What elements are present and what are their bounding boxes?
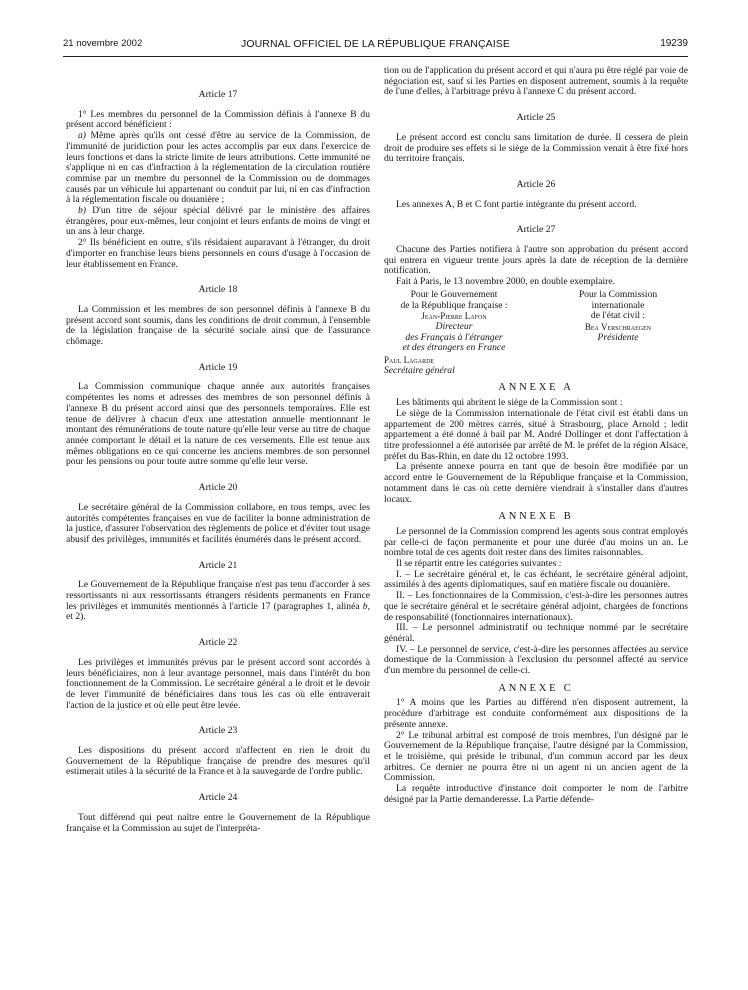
sig-right-name: Bea Verschraegen	[584, 321, 652, 332]
annexe-c-para-3: La requête introductive d'instance doit comporter le nom de l'arbitre désigné par la Partie demanderesse. La Partie défende-	[384, 783, 688, 805]
article-21-title: Article 21	[198, 559, 238, 571]
article-17-title: Article 17	[198, 89, 238, 100]
sig-left-role-3: et des étrangers en France	[402, 342, 506, 354]
article-17-a-label: a)	[78, 130, 86, 142]
signature-government	[384, 290, 524, 354]
sig-secretary-role: Secrétaire général	[384, 364, 455, 376]
annexe-c-title: ANNEXE C	[498, 682, 574, 694]
article-21-alinea-b: b	[362, 600, 368, 612]
sig-left-name: Jean-Pierre Lafon	[421, 311, 487, 322]
sig-right-line-1: Pour la Commission	[578, 288, 658, 300]
sig-left-line-1: Pour le Gouvernement	[410, 288, 498, 300]
signature-block	[384, 290, 688, 354]
article-18-title: Article 18	[198, 284, 238, 296]
annexe-b-para-5: III. – Le personnel administratif ou technique nommé par le secrétaire général.	[384, 622, 688, 644]
article-23-title: Article 23	[198, 725, 238, 737]
article-27-title: Article 27	[516, 224, 556, 236]
article-23-para: Les dispositions du présent accord n'affectent en rien le droit du Gouvernement de la République française de prendre des mesures qu'il estimerait utiles à la sécurité de la France et à la sauvegarde de l'ordre public.	[66, 745, 370, 778]
article-17-para-b	[66, 206, 370, 238]
annexe-b-para-4: II. – Les fonctionnaires de la Commission, c'est-à-dire les personnes autres que le secrétaire général et le secrétaire général adjoint, chargées de fonctions de responsabilité (fonctionnaires internationaux).	[384, 590, 688, 623]
sig-right-role: Présidente	[597, 331, 639, 343]
article-17-b-text: D'un titre de séjour spécial délivré par le ministère des affaires étrangères, pour eux-mêmes, leur conjoint et leurs enfants de moins de vingt et un ans à leur charge.	[66, 205, 370, 238]
signature-secretary	[384, 355, 688, 376]
annexe-b-para-3: I. – Le secrétaire général et, le cas échéant, le secrétaire général adjoint, assimilés à des agents diplomatiques, sauf en matière fiscale ou douanière.	[384, 568, 688, 591]
article-26-para: Les annexes A, B et C font partie intégrante du présent accord.	[396, 198, 637, 210]
article-22-title: Article 22	[198, 637, 238, 649]
annexe-a-title: ANNEXE A	[498, 382, 574, 394]
annexe-b-para-6: IV. – Le personnel de service, c'est-à-dire les personnes affectées au service domestique de la Commission à l'exclusion du personnel affecté au service d'un membre du personnel de celle-ci.	[384, 643, 688, 677]
annexe-c-para-2: 2° Le tribunal arbitral est composé de trois membres, l'un désigné par le Gouvernement de la République française, l'autre désigné par la Commission, et le troisième, qui préside le tribunal, d'un commun accord par les deux arbitres. Ce dernier ne pourra être ni un agent ni un ancien agent de la Commission.	[384, 729, 688, 784]
annexe-b-para-2: Il se répartit entre les catégories suivantes :	[396, 558, 562, 570]
article-17-a-text: Même après qu'ils ont cessé d'être au service de la Commission, de l'immunité de juridiction pour les actes accomplis par eux dans l'exercice de leurs fonctions et dans la stricte limite de leurs attributions. Cette immunité ne s'applique ni en cas d'infraction à la réglementation de la circulation routière commise par un membre du personnel de la Commission ou de dommages causés par un véhicule lui appartenant ou conduit par lui, ni en cas d'infraction à la réglementation fiscale ou douanière ;	[66, 130, 370, 206]
article-18-para: La Commission et les membres de son personnel définis à l'annexe B du présent accord sont soumis, dans les conditions de droit commun, à l'ensemble de la législation française de la sécurité sociale ainsi que de l'assurance chômage.	[66, 303, 370, 348]
right-column	[384, 66, 688, 982]
article-17-para-a	[66, 131, 370, 206]
header-title: JOURNAL OFFICIEL DE LA RÉPUBLIQUE FRANÇAISE	[241, 38, 510, 50]
page-header	[63, 38, 688, 52]
header-date: 21 novembre 2002	[63, 38, 143, 49]
article-24-para: Tout différend qui peut naître entre le Gouvernement de la République française et la Commission au sujet de l'interpréta-	[66, 811, 370, 834]
annexe-b-para-1: Le personnel de la Commission comprend les agents sous contrat employés par celle-ci de façon permanente et pour une durée d'au moins un an. Le nombre total de ces agents doit rester dans des limites raisonnables.	[384, 525, 688, 559]
article-21-text-1: Le Gouvernement de la République française n'est pas tenu d'accorder à ses ressortissants ni aux ressortissants étrangers résidents permanents en France les privilèges et immunités mentionnés à l'article 17 (paragraphes 1, alinéa	[66, 579, 370, 612]
article-25-para: Le présent accord est conclu sans limitation de durée. Il cessera de plein droit de produire ses effets si le siège de la Commission venait à être fixé hors du territoire français.	[384, 131, 688, 165]
article-19-para: La Commission communique chaque année aux autorités françaises compétentes les noms et adresses des membres de son personnel définis à l'annexe B du présent accord ainsi que des personnels temporaires. Elle est tenue de délivrer à chacun d'eux une attestation annuelle mentionnant le montant des rémunérations de toute nature qu'elle leur verse au titre de chaque année comportant le détail et la nature de ces versements. Elle est tenue aux mêmes obligations en ce qui concerne les anciens membres de son personnel pour les pensions ou pour toute autre somme qu'elle leur verse.	[66, 381, 370, 468]
article-22-para: Les privilèges et immunités prévus par le présent accord sont accordés à leurs bénéficiaires, non à leur avantage personnel, mais dans l'intérêt du bon fonctionnement de la Commission. Le secrétaire général a le droit et le devoir de lever l'immunité de bénéficiaires dans tous les cas où elle entraverait l'action de la justice et où elle peut être levée.	[66, 656, 370, 711]
article-24-continued: tion ou de l'application du présent accord et qui n'aura pu être réglé par voie de négociation est, sauf si les Parties en disposent autrement, soumis à la requête de l'une d'elles, à l'arbitrage prévu à l'annexe C du présent accord.	[384, 66, 688, 98]
annexe-c-para-1: 1° A moins que les Parties au différend n'en disposent autrement, la procédure d'arbitrage est conduite conformément aux dispositions de la présente annexe.	[384, 697, 688, 730]
left-column	[66, 66, 370, 982]
signature-commission	[548, 290, 688, 354]
article-26-title: Article 26	[516, 178, 556, 190]
header-page-number: 19239	[660, 38, 688, 49]
article-19-title: Article 19	[198, 361, 238, 373]
sig-right-line-2: internationale	[591, 299, 645, 311]
annexe-b-title: ANNEXE B	[498, 511, 574, 523]
article-20-para: Le secrétaire général de la Commission collabore, en tous temps, avec les autorités compétentes françaises en vue de faciliter la bonne administration de la justice, d'assurer l'observation des règlements de police et d'éviter tout usage abusif des privilèges, immunités et facilités énumérés dans le présent accord.	[66, 501, 370, 545]
sig-left-role-2: des Français à l'étranger	[405, 331, 503, 343]
annexe-a-para-2: Le siège de la Commission internationale de l'état civil est établi dans un appartement de 200 mètres carrés, situé à Strasbourg, place Arnold ; ledit appartement a été donné à bail par M. André Dollinger et dont l'affectation à titre professionnel a été autorisée par arrêté de M. le préfet de la région Alsace, préfet du Bas-Rhin, en date du 12 octobre 1993.	[384, 407, 688, 462]
article-20-title: Article 20	[198, 482, 238, 494]
article-27-para-1: Chacune des Parties notifiera à l'autre son approbation du présent accord qui entrera en vigueur trente jours après la date de réception de la dernière notification.	[384, 244, 688, 277]
article-21-text-2: , et 2).	[66, 600, 370, 623]
sig-right-line-3: de l'état civil :	[590, 310, 646, 322]
header-rule	[63, 56, 688, 57]
article-25-title: Article 25	[516, 112, 556, 124]
article-24-title: Article 24	[198, 792, 238, 804]
sig-left-line-2: de la République française :	[400, 299, 508, 311]
article-27-para-2: Fait à Paris, le 13 novembre 2000, en double exemplaire.	[396, 276, 615, 288]
article-17-para-1: 1° Les membres du personnel de la Commission définis à l'annexe B du présent accord bénéficient :	[66, 108, 370, 131]
article-17-b-label: b)	[78, 205, 86, 217]
sig-left-role-1: Directeur	[435, 320, 473, 332]
annexe-a-para-1: Les bâtiments qui abritent le siège de la Commission sont :	[396, 397, 623, 409]
article-17-para-2: 2° Ils bénéficient en outre, s'ils résidaient auparavant à l'étranger, du droit d'importer en franchise leurs biens personnels en cours d'usage à l'occasion de leur établissement en France.	[66, 237, 370, 270]
annexe-a-para-3: La présente annexe pourra en tant que de besoin être modifiée par un accord entre le Gouvernement de la République française et la Commission, notamment dans le cas où cette dernière viendrait à s'installer dans d'autres locaux.	[384, 461, 688, 505]
sig-secretary-name: Paul Lagarde	[384, 355, 435, 366]
article-21-para	[66, 580, 370, 623]
